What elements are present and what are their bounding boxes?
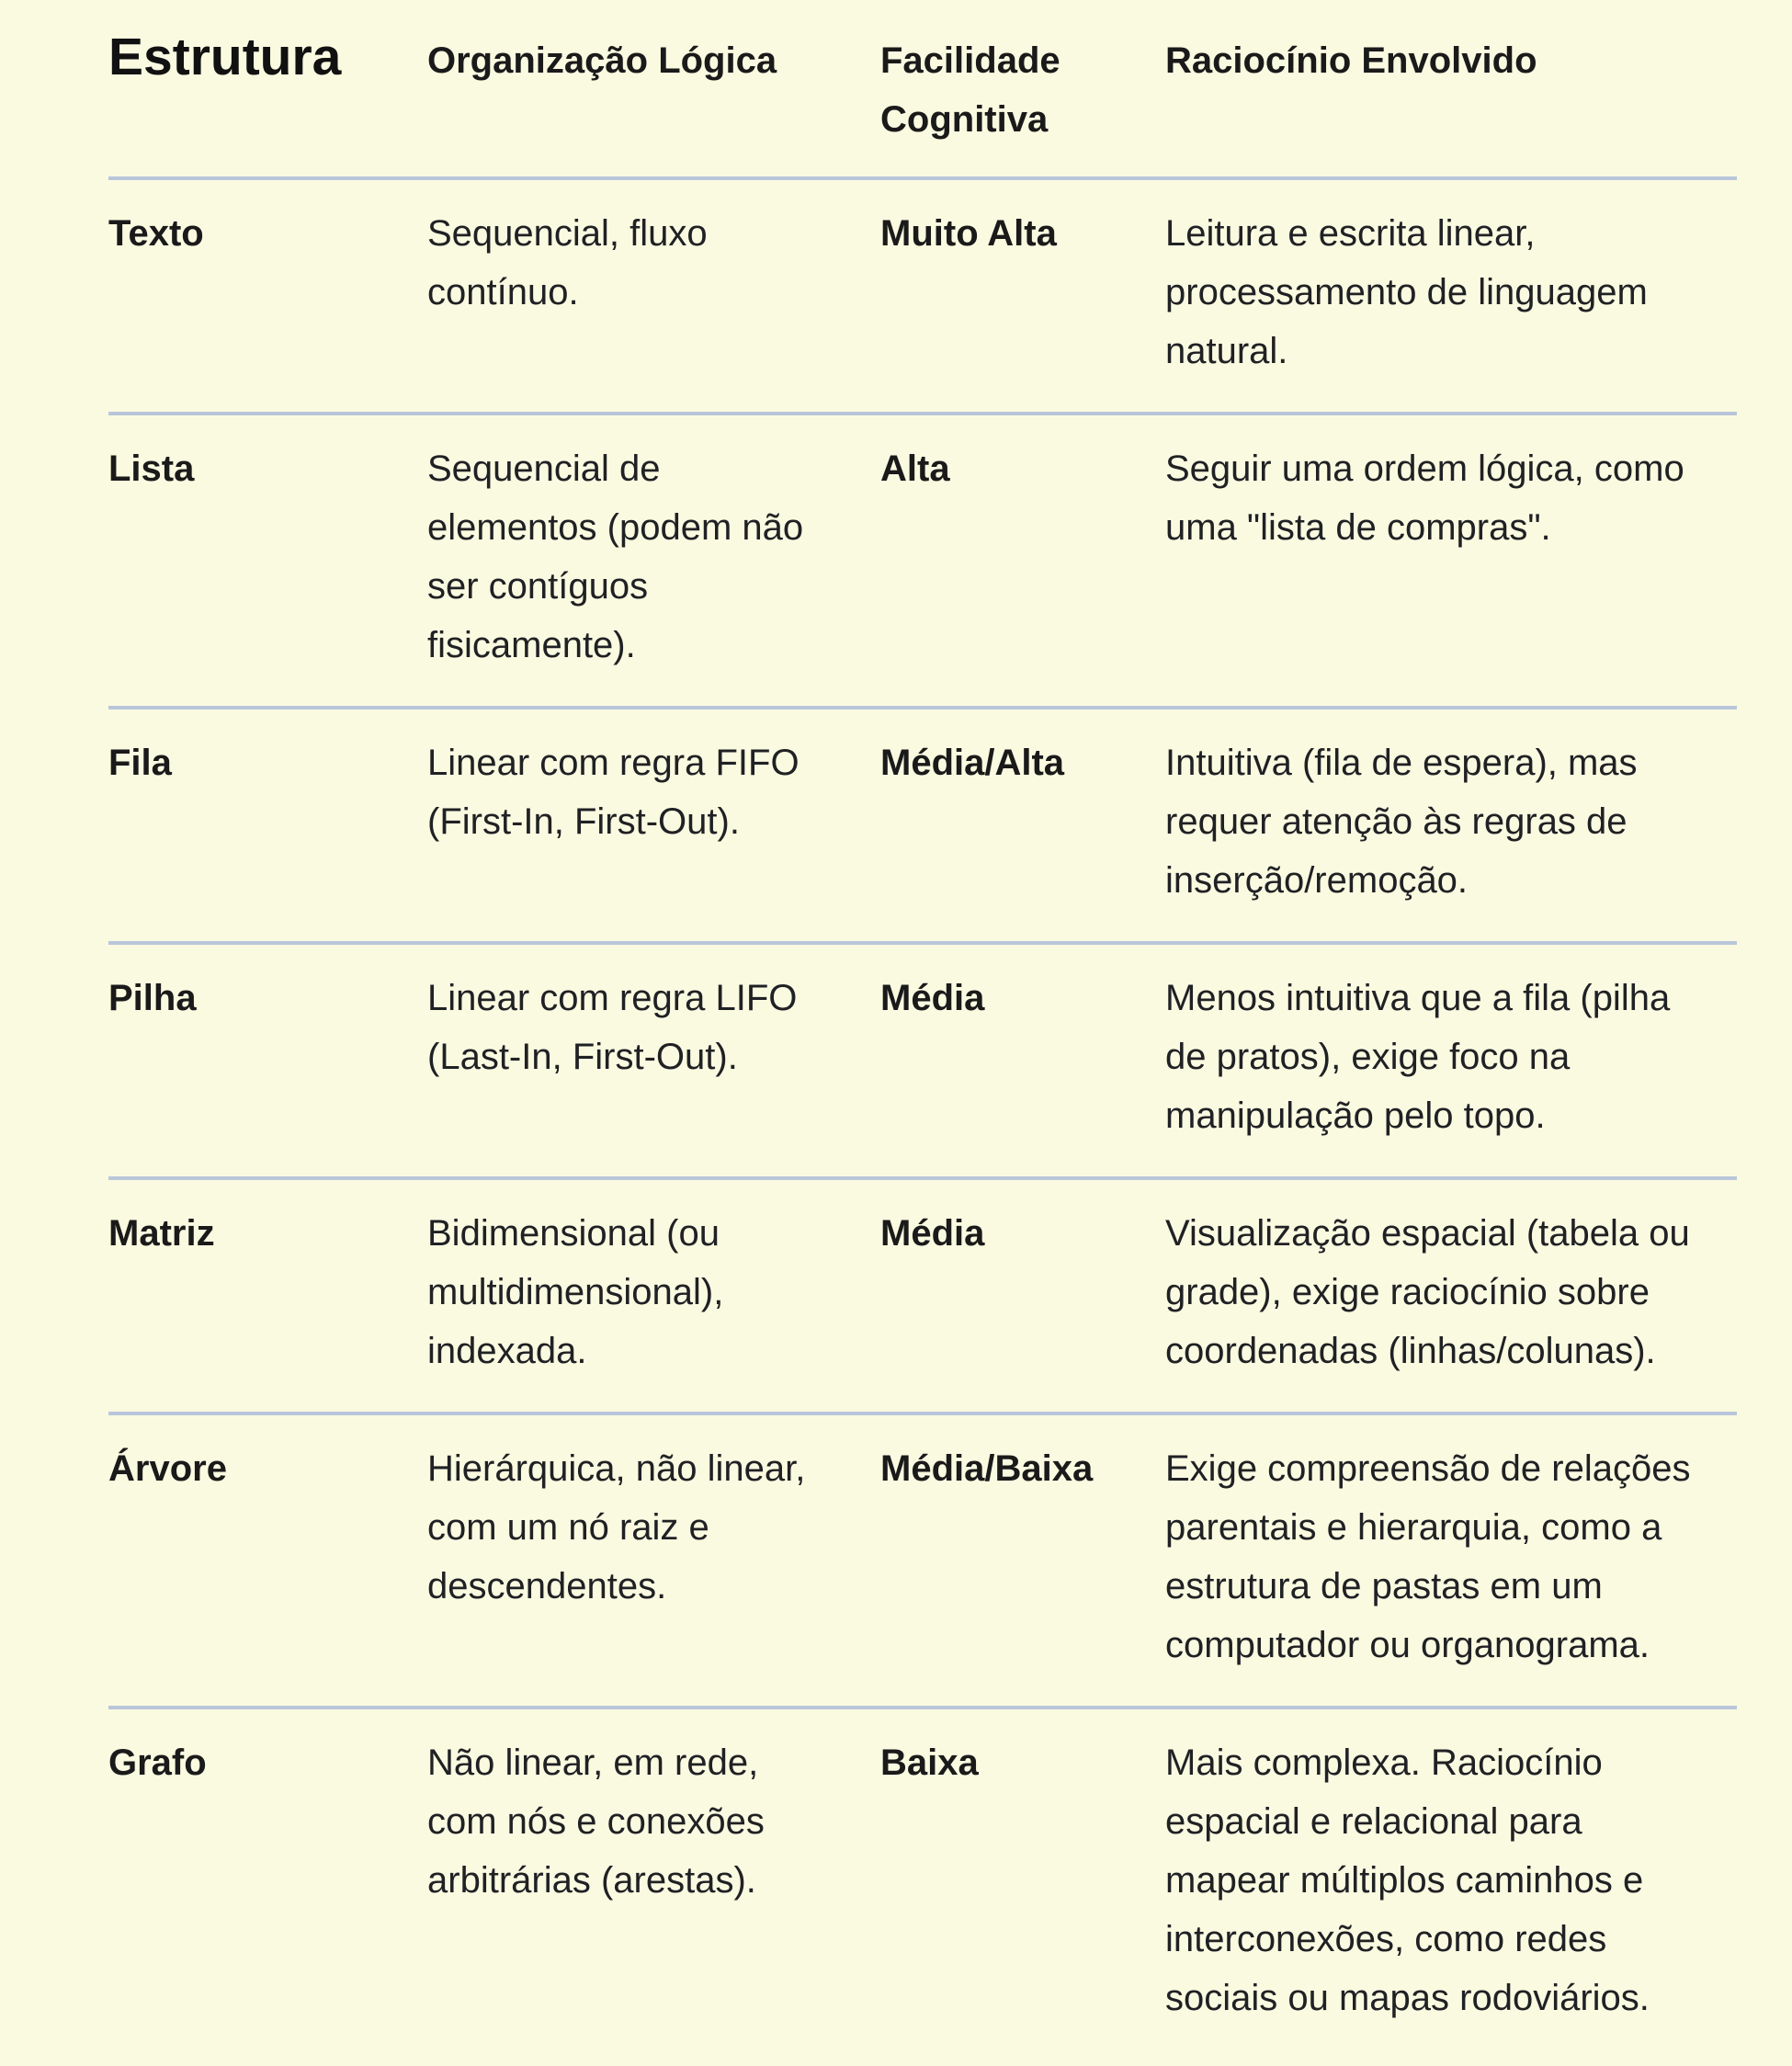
- cell-facilidade: Baixa: [880, 1708, 1165, 2059]
- cell-estrutura: Grafo: [108, 1708, 427, 2059]
- table-row-pilha: [108, 943, 1737, 1178]
- cell-raciocinio: Leitura e escrita linear, processamento de linguagem natural.: [1165, 178, 1737, 414]
- cell-raciocinio: Menos intuitiva que a fila (pilha de pratos), exige foco na manipulação pelo topo.: [1165, 943, 1737, 1178]
- cell-organizacao: Linear com regra FIFO (First-In, First-Out).: [427, 708, 880, 943]
- cell-estrutura: Matriz: [108, 1178, 427, 1413]
- cell-organizacao: Sequencial, fluxo contínuo.: [427, 178, 880, 414]
- header-row: [108, 24, 1737, 178]
- cell-organizacao: Hierárquica, não linear, com um nó raiz e descendentes.: [427, 1413, 880, 1708]
- cell-facilidade: Média: [880, 1178, 1165, 1413]
- cell-raciocinio: Exige compreensão de relações parentais e hierarquia, como a estrutura de pastas em um computador ou organograma.: [1165, 1413, 1737, 1708]
- cell-raciocinio: Mais complexa. Raciocínio espacial e relacional para mapear múltiplos caminhos e interconexões, como redes sociais ou mapas rodoviários.: [1165, 1708, 1737, 2059]
- cell-raciocinio: Intuitiva (fila de espera), mas requer atenção às regras de inserção/remoção.: [1165, 708, 1737, 943]
- column-header-estrutura: Estrutura: [108, 28, 342, 86]
- column-header-raciocinio-envolvido: Raciocínio Envolvido: [1165, 40, 1537, 81]
- cell-organizacao: Sequencial de elementos (podem não ser contíguos fisicamente).: [427, 414, 880, 708]
- table-row-matriz: [108, 1178, 1737, 1413]
- cell-organizacao: Não linear, em rede, com nós e conexões arbitrárias (arestas).: [427, 1708, 880, 2059]
- cell-raciocinio: Seguir uma ordem lógica, como uma "lista de compras".: [1165, 414, 1737, 708]
- cell-estrutura: Lista: [108, 414, 427, 708]
- cell-organizacao: Bidimensional (ou multidimensional), indexada.: [427, 1178, 880, 1413]
- cell-facilidade: Média/Baixa: [880, 1413, 1165, 1708]
- cell-estrutura: Pilha: [108, 943, 427, 1178]
- cell-facilidade: Muito Alta: [880, 178, 1165, 414]
- table-row-grafo: [108, 1708, 1737, 2059]
- cell-facilidade: Média: [880, 943, 1165, 1178]
- cell-facilidade: Alta: [880, 414, 1165, 708]
- cell-facilidade: Média/Alta: [880, 708, 1165, 943]
- column-header-facilidade-cognitiva: Facilidade Cognitiva: [880, 40, 1060, 140]
- cell-raciocinio: Visualização espacial (tabela ou grade), exige raciocínio sobre coordenadas (linhas/colunas).: [1165, 1178, 1737, 1413]
- cell-estrutura: Árvore: [108, 1413, 427, 1708]
- table-row-arvore: [108, 1413, 1737, 1708]
- table-row-texto: [108, 178, 1737, 414]
- cell-organizacao: Linear com regra LIFO (Last-In, First-Out).: [427, 943, 880, 1178]
- cell-estrutura: Fila: [108, 708, 427, 943]
- cell-estrutura: Texto: [108, 178, 427, 414]
- data-structures-table-container: [108, 24, 1737, 2059]
- table-row-fila: [108, 708, 1737, 943]
- column-header-organizacao-logica: Organização Lógica: [427, 40, 777, 81]
- data-structures-table: [108, 24, 1737, 2059]
- table-row-lista: [108, 414, 1737, 708]
